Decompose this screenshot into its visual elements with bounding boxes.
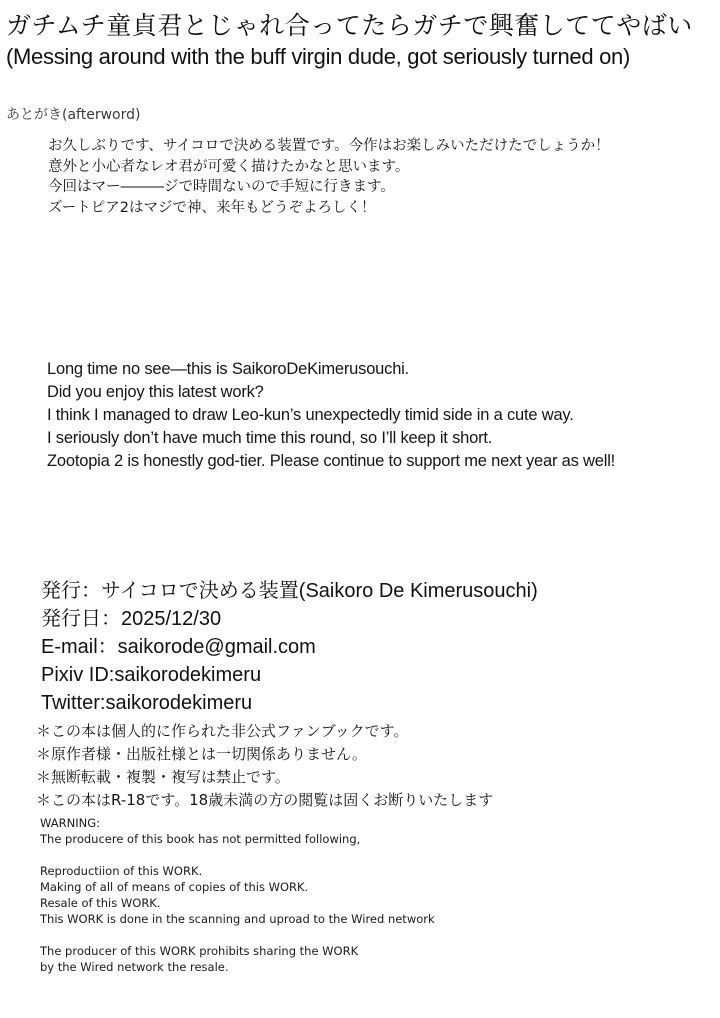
disclaimer-notes [36,720,493,812]
afterword-jp-line: 意外と小心者なレオ君が可愛く描けたかなと思います。 [48,158,410,175]
afterword-jp-line: ズートピア2はマジで神、来年もどうぞよろしく！ [48,199,376,216]
title-japanese: ガチムチ童貞君とじゃれ合ってたらガチで興奮しててやばい [6,11,693,40]
afterword-en-line: Did you enjoy this latest work? [47,383,264,401]
afterword-jp-line: 今回はマー―――ジで時間ないので手短に行きます。 [48,179,395,195]
spacer [40,927,435,943]
afterword-en-line: Long time no see—this is SaikoroDeKimerusouchi. [47,360,410,378]
note-line: ＊この本はR-18です。18歳未満の方の閲覧は固くお断りいたします [36,791,494,809]
afterword-japanese-message [48,136,610,218]
warning-item: Resale of this WORK. [40,896,161,910]
publish-date-line: 発行日：2025/12/30 [41,608,222,630]
copyright-warning [40,815,435,975]
warning-heading: WARNING: [40,816,100,830]
pixiv-id-line: Pixiv ID:saikorodekimeru [41,664,262,686]
afterword-en-line: Zootopia 2 is honestly god-tier. Please continue to support me next year as well! [47,452,616,470]
title-english: (Messing around with the buff virgin dude, got seriously turned on) [6,44,630,69]
warning-intro: The producere of this book has not permitted following, [40,832,361,846]
spacer [40,847,435,863]
afterword-jp-line: お久しぶりです、サイコロで決める装置です。今作はお楽しみいただけたでしょうか！ [48,138,610,154]
warning-item: Reproductiion of this WORK. [40,864,203,878]
afterword-heading: あとがき(afterword) [6,107,141,123]
afterword-en-line: I seriously don’t have much time this round, so I’ll keep it short. [47,429,493,447]
publisher-line: 発行：サイコロで決める装置(Saikoro De Kimerusouchi) [41,580,538,602]
email-line: E-mail：saikorode@gmail.com [41,636,316,658]
warning-closing: by the Wired network the resale. [40,960,229,974]
twitter-line: Twitter:saikorodekimeru [41,692,253,714]
afterword-english-message [47,358,615,473]
note-line: ＊この本は個人的に作られた非公式ファンブックです。 [36,722,409,740]
afterword-en-line: I think I managed to draw Leo-kun’s unexpectedly timid side in a cute way. [47,406,574,424]
warning-item: This WORK is done in the scanning and uproad to the Wired network [40,912,435,926]
note-line: ＊原作者様・出版社様とは一切関係ありません。 [36,745,367,763]
colophon [41,577,538,717]
note-line: ＊無断転載・複製・複写は禁止です。 [36,768,290,786]
warning-item: Making of all of means of copies of this WORK. [40,880,309,894]
warning-closing: The producer of this WORK prohibits sharing the WORK [40,944,359,958]
